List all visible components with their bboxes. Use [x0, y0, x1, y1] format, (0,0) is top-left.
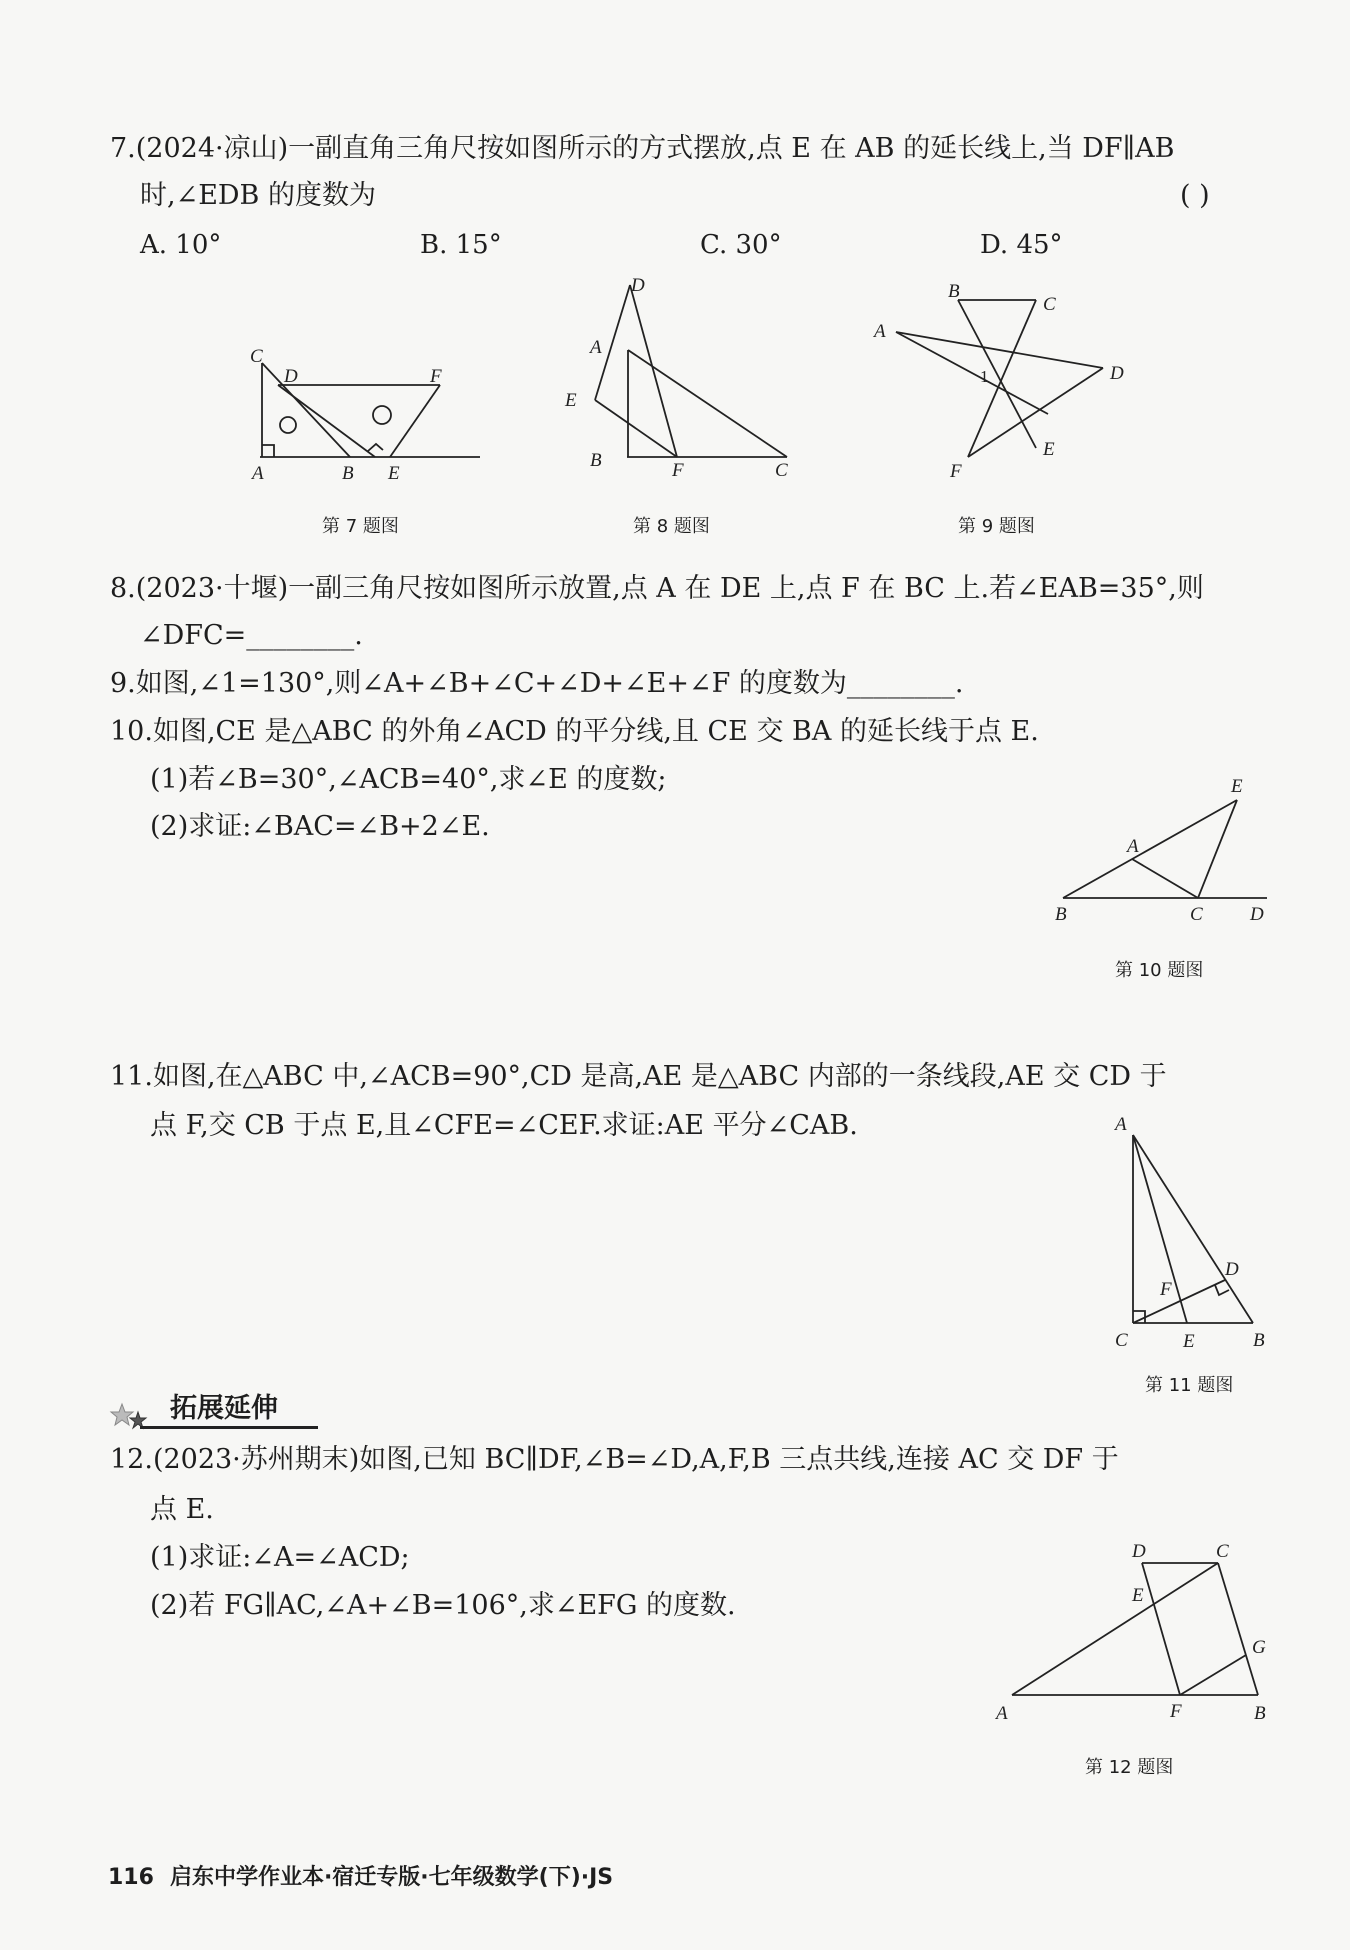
fig8-label-a: A — [590, 337, 602, 358]
fig9-label-c: C — [1043, 294, 1056, 315]
fig11-label-b: B — [1253, 1330, 1265, 1351]
q11-line1: 11.如图,在△ABC 中,∠ACB=90°,CD 是高,AE 是△ABC 内部的一条线段,AE 交 CD 于 — [110, 1061, 1167, 1092]
fig12-label-d: D — [1132, 1541, 1146, 1562]
fig8-caption: 第 8 题图 — [633, 516, 710, 537]
fig9-label-b: B — [948, 281, 960, 302]
figure-7 — [240, 340, 490, 490]
q8-line1: 8.(2023·十堰)一副三角尺按如图所示放置,点 A 在 DE 上,点 F 在 BC 上.若∠EAB=35°,则 — [110, 573, 1204, 604]
fig11-caption: 第 11 题图 — [1145, 1375, 1234, 1396]
fig8-label-c: C — [775, 460, 788, 481]
q10-sub2: (2)求证:∠BAC=∠B+2∠E. — [150, 811, 490, 842]
fig11-label-d: D — [1225, 1259, 1239, 1280]
fig7-label-a: A — [252, 463, 264, 484]
fig12-caption: 第 12 题图 — [1085, 1757, 1174, 1778]
q11-line2: 点 F,交 CB 于点 E,且∠CFE=∠CEF.求证:AE 平分∠CAB. — [150, 1110, 858, 1141]
fig9-label-e: E — [1043, 439, 1055, 460]
fig10-label-c: C — [1190, 904, 1203, 925]
fig11-label-c: C — [1115, 1330, 1128, 1351]
fig11-label-e: E — [1183, 1331, 1195, 1352]
figure-11 — [1105, 1115, 1275, 1355]
figure-12 — [990, 1535, 1270, 1735]
fig8-label-f: F — [672, 460, 684, 481]
q10-sub1: (1)若∠B=30°,∠ACB=40°,求∠E 的度数; — [150, 764, 667, 795]
q7-option-c: C. 30° — [700, 230, 782, 260]
q12-sub1: (1)求证:∠A=∠ACD; — [150, 1542, 410, 1573]
section-title-extension: 拓展延伸 — [170, 1393, 278, 1424]
figure-8 — [555, 275, 815, 490]
fig9-label-a: A — [874, 321, 886, 342]
q10-line1: 10.如图,CE 是△ABC 的外角∠ACD 的平分线,且 CE 交 BA 的延长线于点 E. — [110, 716, 1039, 747]
fig7-label-e: E — [388, 463, 400, 484]
fig9-label-d: D — [1110, 363, 1124, 384]
q7-option-a: A. 10° — [140, 230, 222, 260]
fig7-label-f: F — [430, 366, 442, 387]
fig8-label-e: E — [565, 390, 577, 411]
fig8-label-b: B — [590, 450, 602, 471]
fig9-label-f: F — [950, 461, 962, 482]
fig12-label-a: A — [996, 1703, 1008, 1724]
figure-9 — [868, 280, 1138, 490]
page-footer — [108, 1864, 613, 1892]
q12-sub2: (2)若 FG∥AC,∠A+∠B=106°,求∠EFG 的度数. — [150, 1590, 736, 1621]
fig10-label-a: A — [1127, 836, 1139, 857]
fig11-label-f: F — [1160, 1279, 1172, 1300]
fig11-label-a: A — [1115, 1114, 1127, 1135]
q7-line2: 时,∠EDB 的度数为 — [140, 180, 376, 211]
fig10-caption: 第 10 题图 — [1115, 960, 1204, 981]
figure-10 — [1045, 770, 1275, 930]
q12-line1: 12.(2023·苏州期末)如图,已知 BC∥DF,∠B=∠D,A,F,B 三点共线,连接 AC 交 DF 于 — [110, 1444, 1119, 1475]
fig7-label-c: C — [250, 346, 263, 367]
q7-option-b: B. 15° — [420, 230, 502, 260]
fig12-label-e: E — [1132, 1585, 1144, 1606]
fig12-label-b: B — [1254, 1703, 1266, 1724]
book-title: 启东中学作业本·宿迁专版·七年级数学(下)·JS — [169, 1865, 614, 1890]
section-underline — [140, 1426, 318, 1429]
fig10-label-b: B — [1055, 904, 1067, 925]
fig8-label-d: D — [631, 275, 645, 296]
q9-line1: 9.如图,∠1=130°,则∠A+∠B+∠C+∠D+∠E+∠F 的度数为________. — [110, 668, 964, 699]
q7-answer-paren: ( ) — [1180, 180, 1210, 211]
page-number: 116 — [108, 1865, 154, 1890]
fig10-label-e: E — [1231, 776, 1243, 797]
fig12-label-g: G — [1252, 1637, 1266, 1658]
fig7-caption: 第 7 题图 — [322, 516, 399, 537]
q12-line2: 点 E. — [150, 1494, 214, 1525]
fig12-label-f: F — [1170, 1701, 1182, 1722]
fig10-label-d: D — [1250, 904, 1264, 925]
fig7-label-b: B — [342, 463, 354, 484]
fig12-label-c: C — [1216, 1541, 1229, 1562]
fig7-label-d: D — [284, 366, 298, 387]
q8-line2: ∠DFC=________. — [140, 620, 363, 651]
fig9-label-1: 1 — [980, 367, 989, 386]
fig9-caption: 第 9 题图 — [958, 516, 1035, 537]
q7-option-d: D. 45° — [980, 230, 1063, 260]
q7-line1: 7.(2024·凉山)一副直角三角尺按如图所示的方式摆放,点 E 在 AB 的延长线上,当 DF∥AB — [110, 133, 1175, 164]
